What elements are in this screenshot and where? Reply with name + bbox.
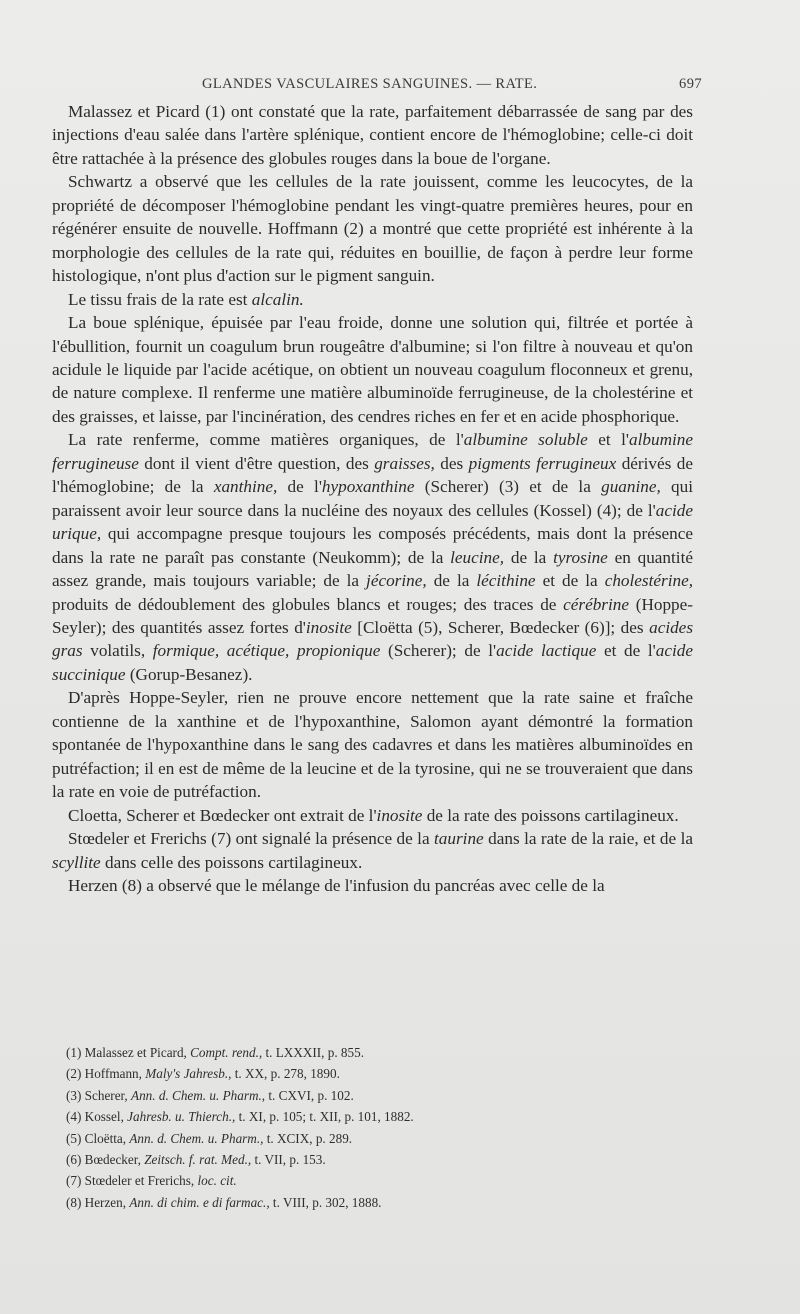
italic-term: acide lactique xyxy=(496,641,597,661)
text-run: (2) Hoffmann, xyxy=(66,1066,146,1082)
italic-term: jécorine, xyxy=(366,571,427,591)
text-run: (4) Kossel, xyxy=(66,1109,128,1125)
text-run: t. XX, p. 278, 1890. xyxy=(231,1066,340,1082)
italic-term: xanthine, xyxy=(213,477,278,497)
text-run: de la xyxy=(426,571,477,591)
text-run: (5) Cloëtta, xyxy=(66,1130,130,1146)
italic-term: hypoxanthine xyxy=(321,477,415,497)
text-run: des xyxy=(434,453,469,473)
paragraph xyxy=(52,170,693,287)
text-run: La boue splénique, épuisée par l'eau froide, donne une solution qui, filtrée et portée à l'ébullition, fournit un coagulum brun rougeâtre d'albumine; si l'on filtre à nouveau et qu'on acidule le liquide par l'acide acétique, on obtient un nouveau coagulum floconneux et grenu, de nature complexe. Il renferme une matière albuminoïde ferrugineuse, de la cholestérine et des graisses, et laisse, par l'incinération, des cendres riches en fer et en acide phosphorique. xyxy=(52,313,693,426)
text-run: (7) Stœdeler et Frerichs, xyxy=(66,1173,198,1189)
italic-term: Compt. rend., xyxy=(190,1045,263,1060)
text-run: Herzen (8) a observé que le mélange de l'infusion du pancréas avec celle de la xyxy=(68,875,605,895)
page-number: 697 xyxy=(679,76,702,92)
text-run: t. VIII, p. 302, 1888. xyxy=(269,1194,382,1210)
paragraph xyxy=(52,288,693,311)
text-run: (8) Herzen, xyxy=(66,1194,130,1210)
italic-term: taurine xyxy=(434,829,484,849)
text-run: qui accompagne presque toujours les composés précédents, mais dont la présence dans la rate ne paraît pas constante (Neukomm); de la xyxy=(52,524,693,567)
footnote xyxy=(66,1149,686,1170)
italic-term: cholestérine, xyxy=(604,571,693,591)
text-run: dont il vient d'être question, des xyxy=(138,453,375,473)
italic-term: pigments ferrugineux xyxy=(468,453,617,473)
italic-term: inosite xyxy=(305,617,352,637)
footnote xyxy=(66,1042,686,1063)
text-run: et l' xyxy=(587,430,630,450)
italic-term: albumine ferrugineuse xyxy=(52,430,693,473)
italic-term: loc. cit. xyxy=(197,1173,237,1189)
running-title: GLANDES VASCULAIRES SANGUINES. — RATE. xyxy=(202,76,538,92)
text-run: t. VII, p. 153. xyxy=(251,1152,326,1168)
text-run: [Cloëtta (5), Scherer, Bœdecker (6)]; des xyxy=(351,617,650,637)
text-run: D'après Hoppe-Seyler, rien ne prouve encore nettement que la rate saine et fraîche contienne de la xanthine et de l'hypoxanthine, Salomon ayant démontré la formation spontanée de l'hypoxanthine dans le sang des cadavres et dans les matières albuminoïdes en putréfaction; il en est de même de la leucine et de la tyrosine, qui ne se trouveraient que dans la rate en voie de putréfaction. xyxy=(52,688,693,802)
italic-term: cérébrine xyxy=(563,594,629,614)
italic-term: acide succinique xyxy=(52,641,693,684)
text-run: dans celle des poissons cartilagineux. xyxy=(100,852,363,872)
italic-term: alcalin. xyxy=(251,289,304,309)
text-run: t. LXXXII, p. 855. xyxy=(262,1045,365,1060)
text-run: (Scherer) (3) et de la xyxy=(414,477,602,497)
text-run: t. XI, p. 105; t. XII, p. 101, 1882. xyxy=(235,1109,414,1125)
italic-term: guanine, xyxy=(601,477,661,497)
italic-term: Ann. d. Chem. u. Pharm., xyxy=(129,1130,264,1146)
italic-term: graisses, xyxy=(374,453,435,473)
text-run: et de l' xyxy=(596,641,656,661)
text-run: Le tissu frais de la rate est xyxy=(68,289,252,309)
text-run: t. XCIX, p. 289. xyxy=(263,1130,353,1146)
text-run: Malassez et Picard (1) ont constaté que la rate, parfaitement débarrassée de sang par des injections d'eau salée dans l'artère splénique, contient encore de l'hémoglobine; celle-ci doit être rattachée à la présence des globules rouges dans la boue de l'organe. xyxy=(52,102,693,168)
text-run: produits de dédoublement des globules blancs et rouges; des traces de xyxy=(52,594,564,614)
italic-term: Ann. d. Chem. u. Pharm., xyxy=(131,1087,266,1103)
italic-term: leucine, xyxy=(450,547,505,567)
italic-term: Jahresb. u. Thierch., xyxy=(127,1109,236,1125)
running-header xyxy=(52,76,702,98)
italic-term: albumine soluble xyxy=(463,430,588,450)
text-run: (1) Malassez et Picard, xyxy=(66,1045,191,1060)
text-run: dans la rate de la raie, et de la xyxy=(483,829,693,849)
italic-term: acides gras xyxy=(52,617,694,661)
text-run: (Hoppe-Seyler); des quantités assez fortes d' xyxy=(52,594,693,637)
body-text xyxy=(52,100,693,897)
text-run: Stœdeler et Frerichs (7) ont signalé la présence de la xyxy=(68,829,435,849)
italic-term: Zeitsch. f. rat. Med., xyxy=(144,1152,252,1168)
italic-term: inosite xyxy=(376,805,423,825)
text-run: (6) Bœdecker, xyxy=(66,1152,145,1168)
text-run: de la xyxy=(504,547,554,567)
italic-term: lécithine xyxy=(476,571,536,591)
italic-term: formique, acétique, propionique xyxy=(152,641,381,661)
text-run: (3) Scherer, xyxy=(66,1087,132,1103)
text-run: de l' xyxy=(277,477,322,497)
footnote xyxy=(66,1128,686,1149)
text-run: t. CXVI, p. 102. xyxy=(265,1087,354,1103)
footnote xyxy=(66,1063,686,1084)
paragraph xyxy=(52,827,693,874)
footnotes xyxy=(66,1042,686,1213)
footnote xyxy=(66,1192,686,1213)
footnote xyxy=(66,1106,686,1127)
italic-term: scyllite xyxy=(52,852,101,872)
italic-term: Ann. di chim. e di farmac., xyxy=(129,1194,270,1210)
text-run: Schwartz a observé que les cellules de la rate jouissent, comme les leucocytes, de la propriété de décomposer l'hémoglobine pendant les vingt-quatre premières heures, pour en régénérer ensuite de nouvelle. Hoffmann (2) a montré que cette propriété est inhérente à la morphologie des cellules de la rate qui, réduites en bouillie, de façon à perdre leur forme histologique, n'ont plus d'action sur le pigment sanguin. xyxy=(52,172,693,286)
text-run: (Gorup-Besanez). xyxy=(125,664,253,684)
paragraph xyxy=(52,686,693,803)
text-run: dérivés de l'hémoglobine; de la xyxy=(52,453,693,497)
paragraph xyxy=(52,311,693,428)
footnote xyxy=(66,1085,686,1106)
text-run: La rate renferme, comme matières organiques, de l' xyxy=(68,430,464,450)
text-run: en quantité assez grande, mais toujours variable; de la xyxy=(52,547,693,591)
paragraph xyxy=(52,100,693,170)
italic-term: acide urique, xyxy=(52,500,693,544)
text-run: Cloetta, Scherer et Bœdecker ont extrait de l' xyxy=(68,805,377,825)
text-run: qui paraissent avoir leur source dans la nucléine des noyaux des cellules (Kossel) (4); de l' xyxy=(52,477,693,520)
text-run: et de la xyxy=(535,571,605,591)
footnote xyxy=(66,1170,686,1191)
italic-term: tyrosine xyxy=(553,547,608,567)
paragraph xyxy=(52,874,693,897)
text-run: volatils, xyxy=(82,641,153,661)
text-run: de la rate des poissons cartilagineux. xyxy=(422,805,679,825)
text-run: (Scherer); de l' xyxy=(380,641,497,661)
paragraph xyxy=(52,428,693,686)
paragraph xyxy=(52,804,693,827)
italic-term: Maly's Jahresb., xyxy=(145,1066,232,1082)
